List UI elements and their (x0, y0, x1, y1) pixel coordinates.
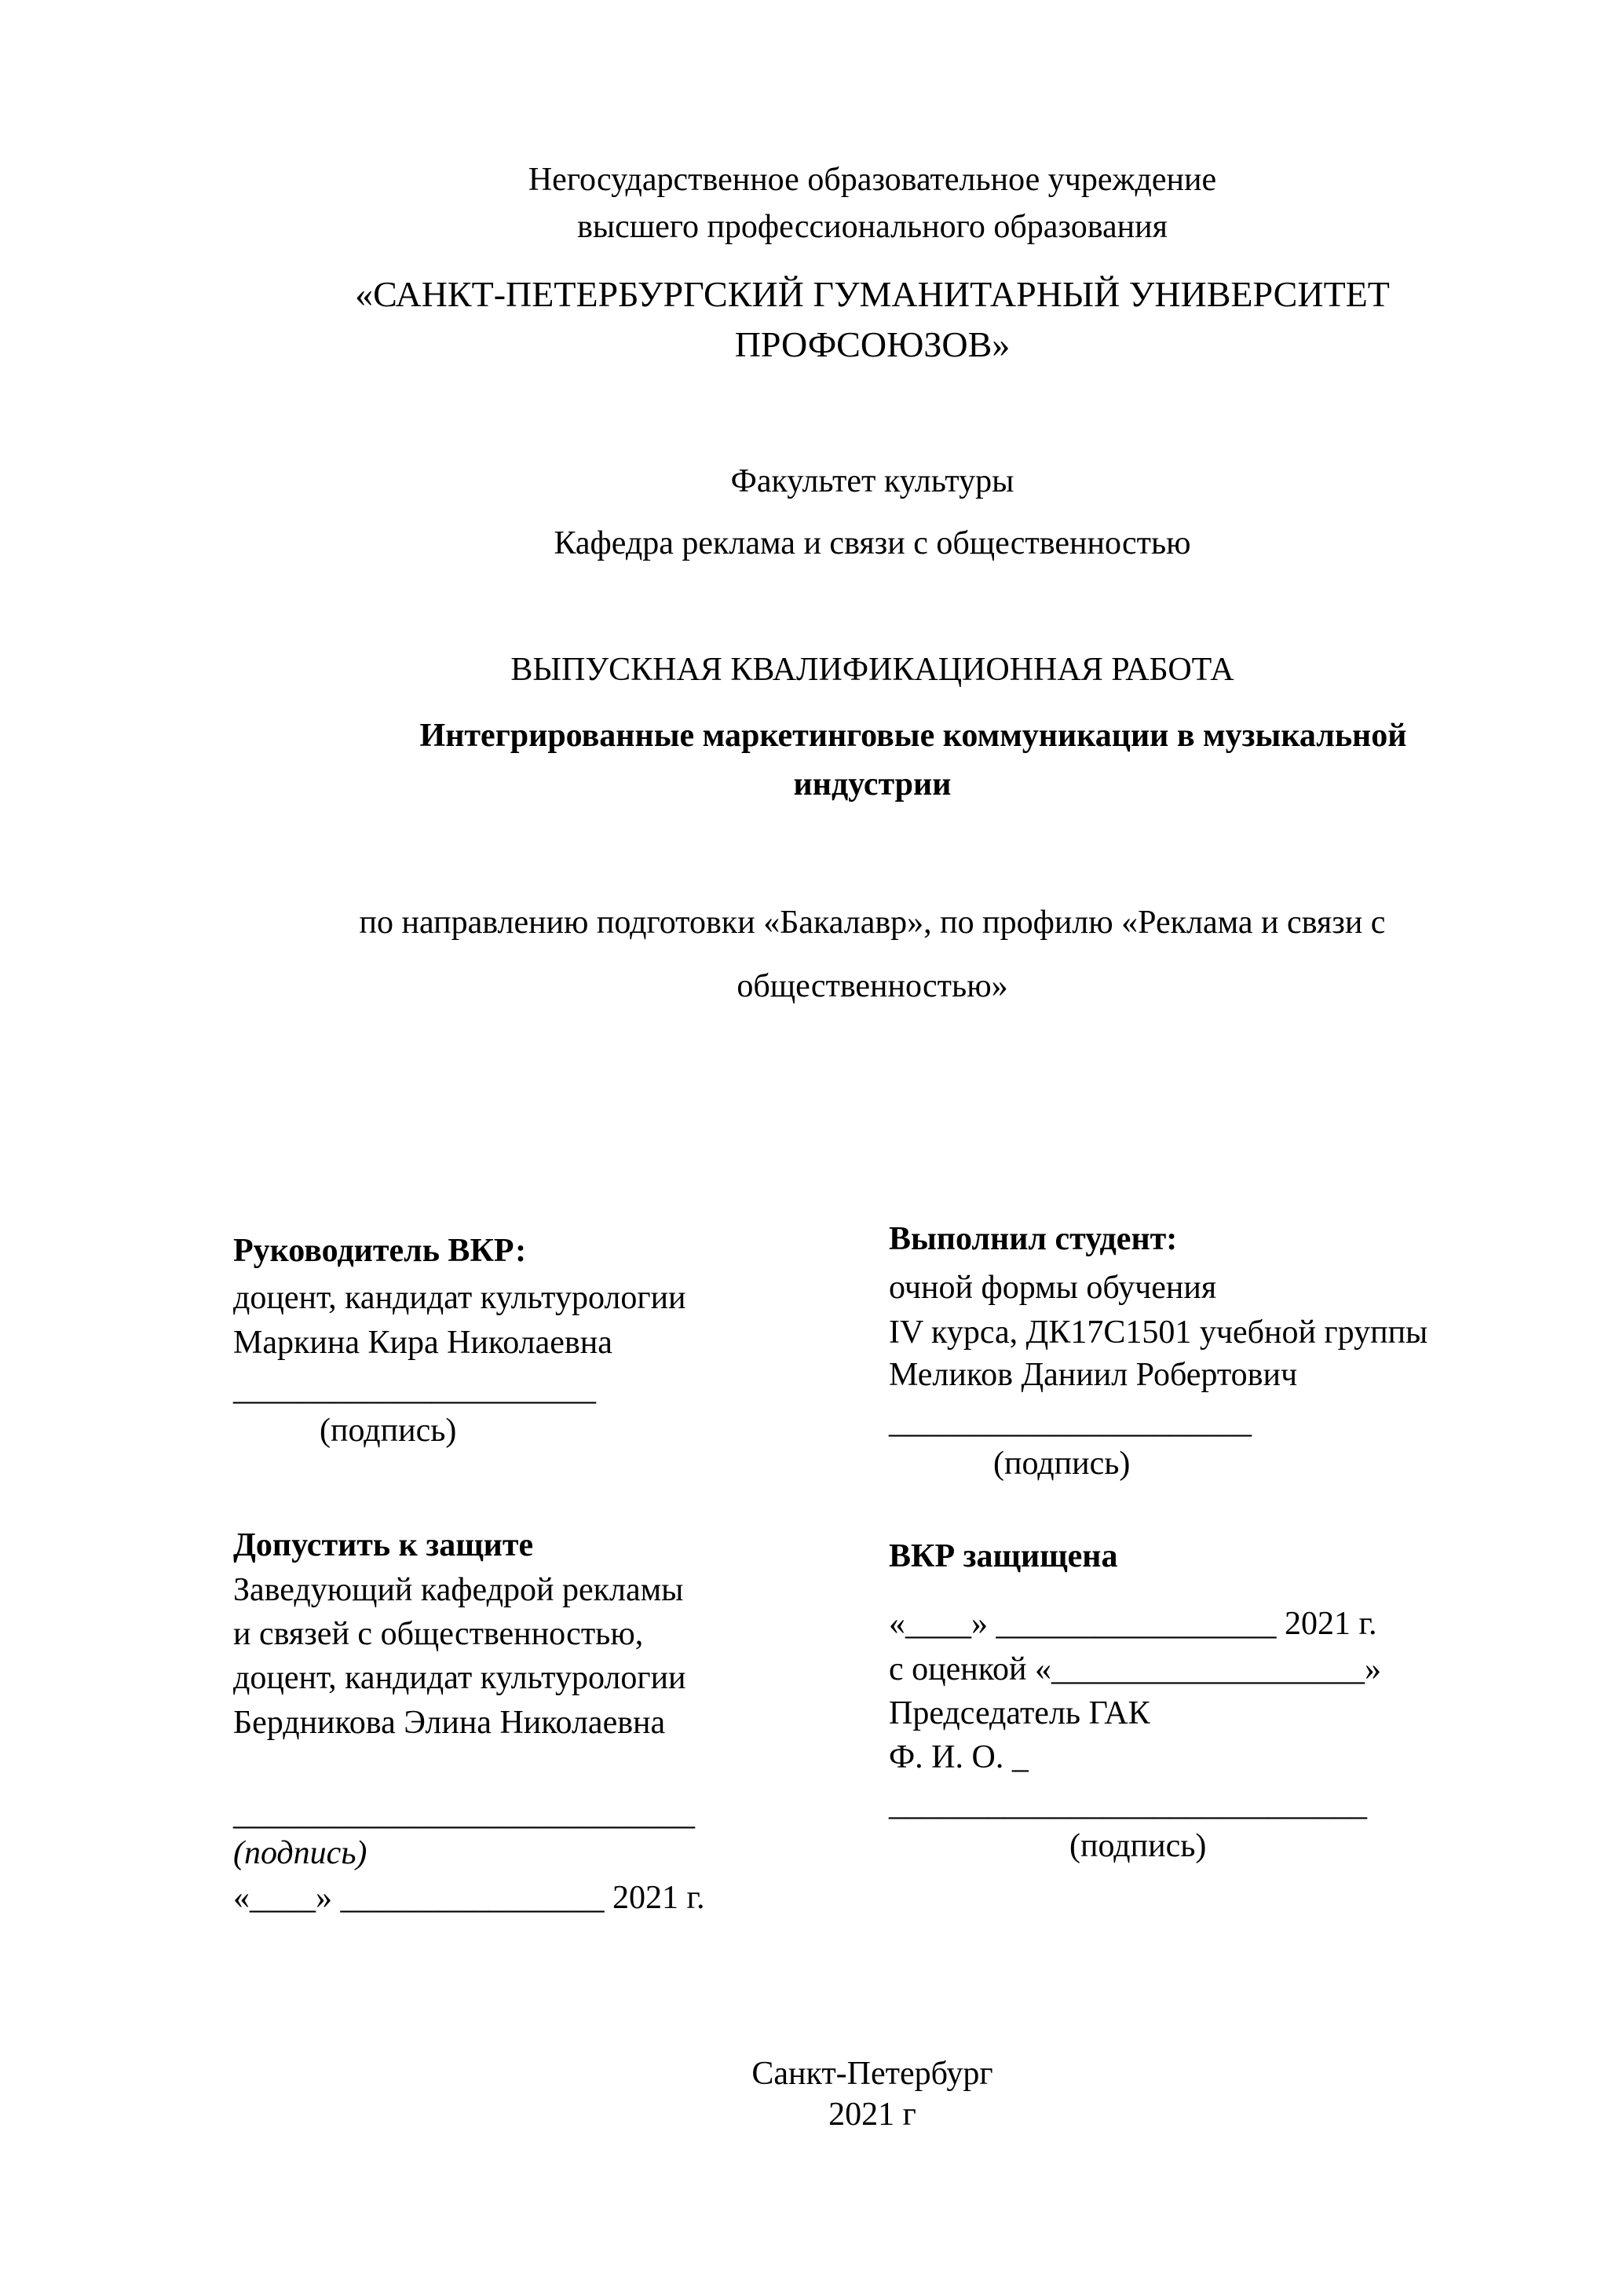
admission-heading: Допустить к защите (233, 1527, 534, 1563)
admission-line1: Заведующий кафедрой рекламы (233, 1572, 684, 1608)
direction-line2: общественностью» (737, 968, 1008, 1004)
student-signature-line: ______________________ (889, 1404, 1252, 1440)
defense-chair: Председатель ГАК (889, 1695, 1150, 1731)
work-title-line2: индустрии (793, 766, 952, 803)
supervisor-signature-line: ______________________ (233, 1371, 596, 1407)
student-heading: Выполнил студент: (889, 1221, 1178, 1257)
defense-date: «____» _________________ 2021 г. (889, 1606, 1377, 1642)
defense-grade: с оценкой «___________________» (889, 1651, 1381, 1687)
supervisor-name: Маркина Кира Николаевна (233, 1325, 612, 1361)
student-group: IV курса, ДК17С1501 учебной группы (889, 1314, 1428, 1351)
admission-signature-line: ____________________________ (233, 1796, 695, 1832)
defense-heading: ВКР защищена (889, 1538, 1118, 1574)
footer-city: Санкт-Петербург (751, 2056, 993, 2092)
supervisor-position: доцент, кандидат культурологии (233, 1280, 686, 1316)
admission-line2: и связей с общественностью, (233, 1616, 644, 1652)
institution-type: Негосударственное образовательное учреждение (528, 162, 1217, 198)
student-signature-label: (подпись) (993, 1446, 1131, 1482)
student-study-form: очной формы обучения (889, 1270, 1217, 1306)
direction-line1: по направлению подготовки «Бакалавр», по профилю «Реклама и связи с (359, 905, 1386, 941)
footer-year: 2021 г (828, 2097, 916, 2133)
defense-signature-label: (подпись) (1069, 1828, 1207, 1864)
admission-line3: доцент, кандидат культурологии (233, 1660, 686, 1696)
university-name-line2: ПРОФСОЮЗОВ» (734, 324, 1011, 364)
supervisor-heading: Руководитель ВКР: (233, 1233, 527, 1269)
supervisor-signature-label: (подпись) (320, 1413, 457, 1449)
admission-signature-label: (подпись) (233, 1835, 367, 1871)
defense-fio: Ф. И. О. _ (889, 1739, 1029, 1775)
institution-level: высшего профессионального образования (577, 209, 1168, 245)
faculty: Факультет культуры (730, 463, 1014, 499)
student-name: Меликов Даниил Робертович (889, 1357, 1298, 1393)
department: Кафедра реклама и связи с общественностью (554, 525, 1191, 561)
admission-head-name: Бердникова Элина Николаевна (233, 1705, 666, 1741)
admission-date: «____» ________________ 2021 г. (233, 1880, 705, 1916)
university-name-line1: «САНКТ-ПЕТЕРБУРГСКИЙ ГУМАНИТАРНЫЙ УНИВЕРСИТЕТ (355, 274, 1390, 314)
defense-signature-line: _____________________________ (889, 1786, 1367, 1823)
work-title-line1: Интегрированные маркетинговые коммуникации в музыкальной (419, 718, 1407, 754)
work-type: ВЫПУСКНАЯ КВАЛИФИКАЦИОННАЯ РАБОТА (510, 652, 1234, 688)
